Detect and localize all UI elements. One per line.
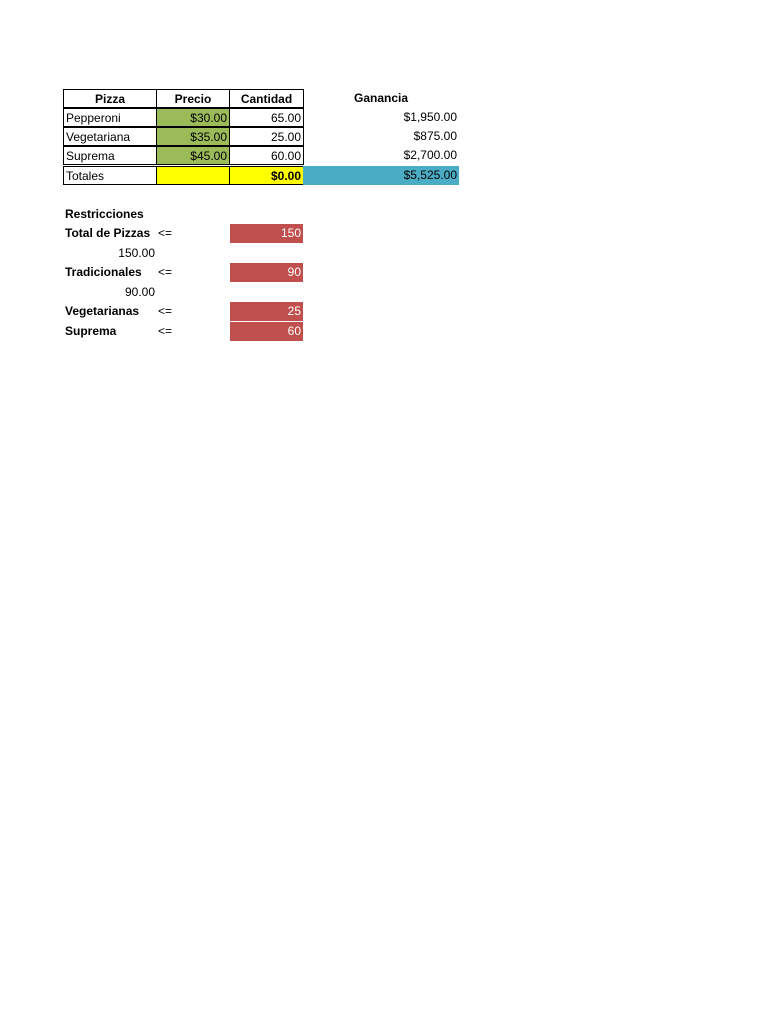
- header-ganancia[interactable]: Ganancia: [353, 91, 409, 105]
- restriction-label-tradicionales[interactable]: Tradicionales: [65, 265, 142, 279]
- cell-totales-label[interactable]: Totales: [63, 166, 157, 185]
- cell-totales-precio[interactable]: [156, 166, 230, 185]
- header-precio[interactable]: Precio: [156, 89, 230, 108]
- cell-precio-pepperoni[interactable]: $30.00: [156, 108, 230, 127]
- restriction-op-total[interactable]: <=: [158, 226, 173, 240]
- header-pizza[interactable]: Pizza: [63, 89, 157, 108]
- header-cantidad[interactable]: Cantidad: [229, 89, 304, 108]
- cell-pizza-vegetariana[interactable]: Vegetariana: [63, 127, 157, 146]
- restriction-computed-total[interactable]: 150.00: [118, 246, 155, 260]
- restriction-label-total[interactable]: Total de Pizzas: [65, 226, 151, 240]
- restriction-label-suprema[interactable]: Suprema: [65, 324, 117, 338]
- cell-pizza-suprema[interactable]: Suprema: [63, 146, 157, 165]
- restriction-computed-tradicionales[interactable]: 90.00: [124, 285, 155, 299]
- restriction-op-tradicionales[interactable]: <=: [158, 265, 173, 279]
- restrictions-title[interactable]: Restricciones: [65, 207, 144, 221]
- cell-ganancia-pepperoni[interactable]: $1,950.00: [403, 110, 457, 124]
- restriction-limit-suprema[interactable]: 60: [230, 322, 303, 341]
- restriction-label-vegetarianas[interactable]: Vegetarianas: [65, 304, 140, 318]
- restriction-op-suprema[interactable]: <=: [158, 324, 173, 338]
- cell-pizza-pepperoni[interactable]: Pepperoni: [63, 108, 157, 127]
- restriction-limit-vegetarianas[interactable]: 25: [230, 302, 303, 321]
- cell-ganancia-suprema[interactable]: $2,700.00: [403, 148, 457, 162]
- restriction-limit-total[interactable]: 150: [230, 224, 303, 243]
- cell-totales-cantidad[interactable]: $0.00: [229, 166, 304, 185]
- cell-cantidad-pepperoni[interactable]: 65.00: [229, 108, 304, 127]
- cell-cantidad-suprema[interactable]: 60.00: [229, 146, 304, 165]
- cell-ganancia-vegetariana[interactable]: $875.00: [413, 129, 457, 143]
- cell-totales-ganancia[interactable]: $5,525.00: [303, 166, 459, 185]
- restriction-op-vegetarianas[interactable]: <=: [158, 304, 173, 318]
- cell-precio-vegetariana[interactable]: $35.00: [156, 127, 230, 146]
- restriction-limit-tradicionales[interactable]: 90: [230, 263, 303, 282]
- cell-precio-suprema[interactable]: $45.00: [156, 146, 230, 165]
- cell-cantidad-vegetariana[interactable]: 25.00: [229, 127, 304, 146]
